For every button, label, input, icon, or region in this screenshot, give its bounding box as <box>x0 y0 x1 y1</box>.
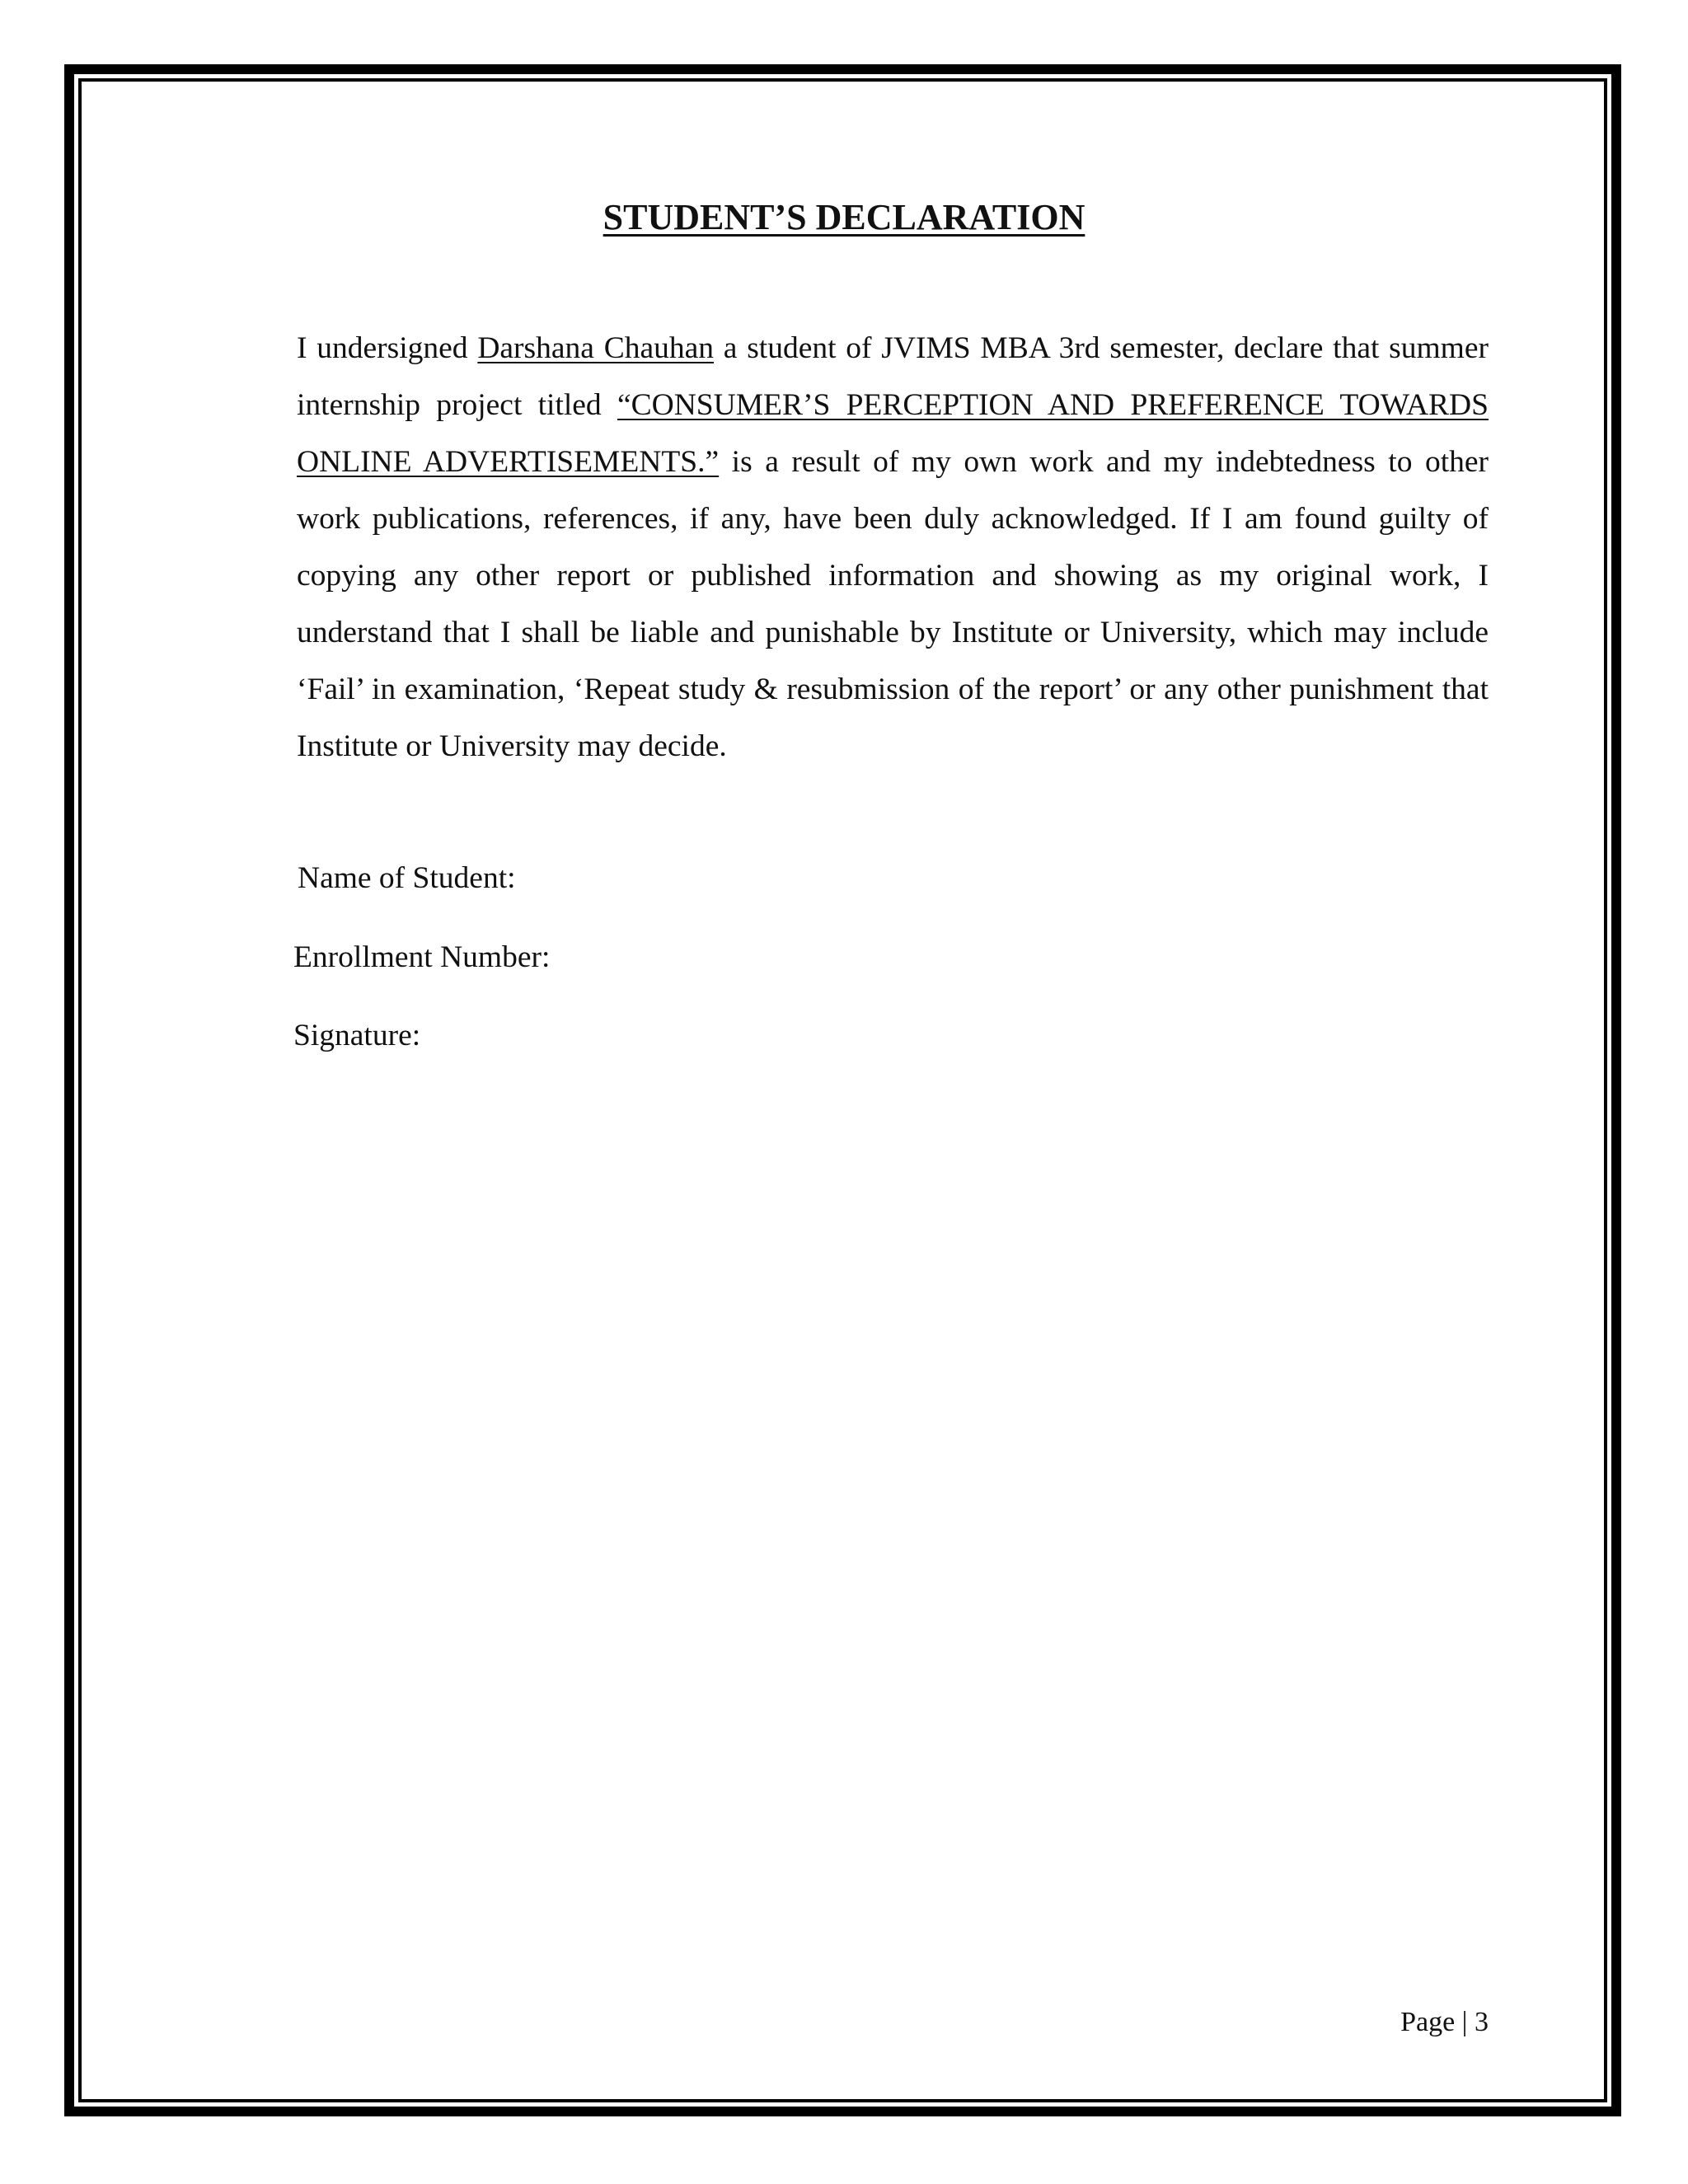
page-title: STUDENT’S DECLARATION <box>603 197 1085 237</box>
declaration-text-2: a student of JVIMS MBA 3rd semester, declare that summer internship project titled <box>297 331 1489 422</box>
project-title: “CONSUMER’S PERCEPTION AND PREFERENCE TOWARDS ONLINE ADVERTISEMENTS.” <box>297 388 1489 479</box>
signature-label: Signature: <box>293 1019 421 1052</box>
page-number: Page | 3 <box>1400 2007 1489 2037</box>
name-of-student-label: Name of Student: <box>298 861 516 895</box>
enrollment-number-label: Enrollment Number: <box>293 940 551 974</box>
declaration-text-1: I undersigned <box>297 331 478 365</box>
student-name: Darshana Chauhan <box>477 331 714 365</box>
declaration-text-3: is a result of my own work and my indebtedness to other work publications, references, if any, have been duly acknowledged. If I am found guilty of copying any other report or published information and showing as my original work, I understand that I shall be liable and punishable by Institute or University, which may include ‘Fail’ in examination, ‘Repeat study & resubmission of the report’ or any other punishment that Institute or University may decide. <box>297 445 1489 763</box>
declaration-paragraph <box>297 320 1489 775</box>
